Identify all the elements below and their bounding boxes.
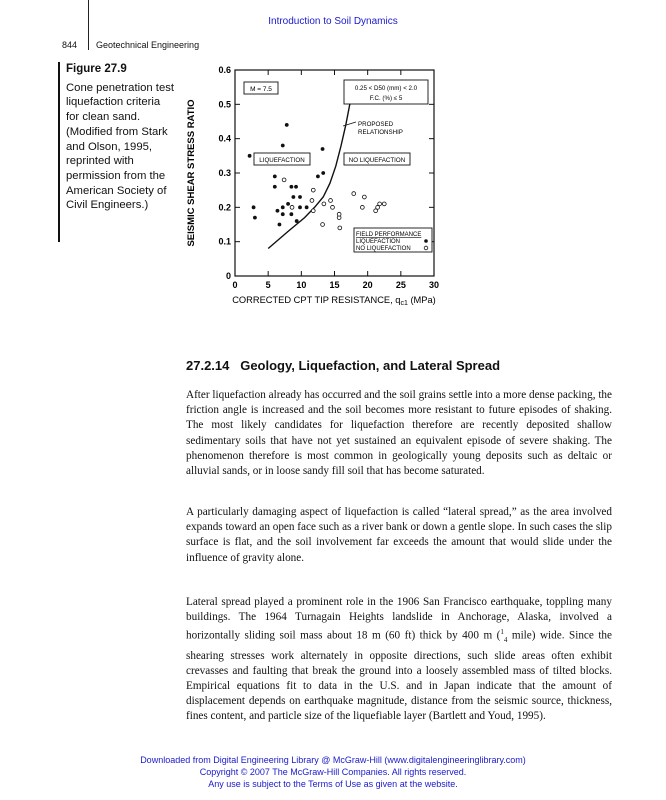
x-tick-label: 20 bbox=[362, 280, 373, 290]
paragraph-3 bbox=[186, 595, 612, 725]
y-tick-label: 0.6 bbox=[218, 65, 231, 75]
d50-line2: F.C. (%) ≤ 5 bbox=[369, 95, 403, 102]
y-tick-label: 0.3 bbox=[218, 168, 231, 178]
no-liquefaction-point bbox=[311, 209, 315, 213]
figure-label: Figure 27.9 bbox=[66, 63, 127, 75]
x-tick-label: 25 bbox=[395, 280, 406, 290]
liquefaction-point bbox=[291, 195, 295, 199]
no-liquefaction-point bbox=[352, 192, 356, 196]
chart-legend bbox=[354, 228, 432, 252]
x-tick-label: 0 bbox=[232, 280, 238, 290]
no-liquefaction-point bbox=[321, 223, 325, 227]
y-tick-label: 0 bbox=[225, 271, 231, 281]
page-number: 844 bbox=[62, 40, 78, 50]
y-tick-label: 0.2 bbox=[218, 202, 231, 213]
x-tick-label: 10 bbox=[296, 280, 307, 290]
fraction-denominator: 4 bbox=[503, 636, 508, 645]
y-axis-label: SEISMIC SHEAR STRESS RATIO bbox=[186, 99, 197, 247]
paragraph-3-start: Lateral spread played a prominent role in the 1906 San Francisco earthquake, toppling many buildings. The 1964 Turnagain Heights landslide in Anchorage, Alaska, involved a horizontally sliding soil mass about 18 m (60 ft) thick by 400 m ( bbox=[186, 596, 612, 643]
liquefaction-point bbox=[278, 223, 282, 227]
footer-download-link[interactable]: Downloaded from Digital Engineering Library @ McGraw-Hill (www.digitalengineeringlibrary.com) bbox=[140, 755, 526, 765]
proposed-leader bbox=[343, 122, 356, 126]
liquefaction-point bbox=[305, 205, 309, 209]
x-tick-label: 30 bbox=[428, 280, 440, 290]
magnitude-label: M = 7.5 bbox=[250, 86, 272, 93]
figure-caption bbox=[66, 62, 176, 213]
y-tick-label: 0.1 bbox=[218, 236, 231, 247]
liquefaction-point bbox=[321, 147, 325, 151]
x-axis-label-unit: (MPa) bbox=[407, 295, 436, 305]
section-title: Geology, Liquefaction, and Lateral Spread bbox=[240, 358, 501, 373]
no-liquefaction-point bbox=[360, 205, 364, 209]
liquefaction-point bbox=[285, 123, 289, 127]
no-liquefaction-point bbox=[382, 202, 386, 206]
figure-caption-text: Cone penetration test liquefaction criteria for clean sand. (Modified from Stark and Olson, 1995, reprinted with permission from the American Society of Civil Engineers.) bbox=[66, 81, 175, 212]
x-tick-label: 15 bbox=[329, 280, 340, 290]
no-liquefaction-point bbox=[362, 195, 366, 199]
footer-terms[interactable]: Any use is subject to the Terms of Use as given at the website. bbox=[208, 779, 458, 789]
liquefaction-point bbox=[252, 205, 256, 209]
legend-liquefaction: LIQUEFACTION bbox=[356, 239, 401, 245]
x-axis-label-sub: c1 bbox=[400, 300, 408, 307]
liquefaction-point bbox=[273, 175, 277, 179]
no-liquefaction-point bbox=[290, 205, 294, 209]
no-liquefaction-point bbox=[310, 199, 314, 203]
paragraph-1: After liquefaction already has occurred and the soil grains settle into a more dense packing, the friction angle is increased and the soil becomes more resistant to future episodes of shaking. The most likely candidates for liquefaction therefore are recently deposited shallow sedimentary soils that have not yet sustained an equivalent episode of severe shaking. The phenomenon therefore is most common in geologically young deposits such as deltaic or alluvial sands, or in loose sandy fill soil that has become saturated. bbox=[186, 389, 612, 478]
y-tick-label: 0.4 bbox=[218, 133, 231, 144]
no-liquefaction-point bbox=[282, 178, 286, 182]
running-title: Introduction to Soil Dynamics bbox=[268, 16, 398, 27]
x-axis-label-main: CORRECTED CPT TIP RESISTANCE, q bbox=[232, 295, 401, 305]
d50-line1: 0.25 < D50 (mm) < 2.0 bbox=[354, 85, 418, 92]
liquefaction-point bbox=[316, 175, 320, 179]
liquefaction-point bbox=[281, 212, 285, 216]
liquefaction-point bbox=[289, 212, 293, 216]
no-liquefaction-point bbox=[322, 202, 326, 206]
fraction-numerator: 1 bbox=[500, 628, 504, 637]
proposed-label: PROPOSED RELATIONSHIP bbox=[358, 121, 403, 136]
section-heading bbox=[186, 358, 500, 373]
liquefaction-region-label: LIQUEFACTION bbox=[259, 157, 305, 164]
book-title: Geotechnical Engineering bbox=[96, 40, 200, 50]
no-liquefaction-point bbox=[329, 199, 333, 203]
header-rule bbox=[88, 0, 89, 50]
no-liquefaction-point bbox=[338, 226, 342, 230]
liquefaction-point bbox=[298, 195, 302, 199]
liquefaction-point bbox=[298, 205, 302, 209]
footer-copyright: Copyright © 2007 The McGraw-Hill Companies. All rights reserved. bbox=[199, 767, 467, 777]
no-liquefaction-point bbox=[337, 212, 341, 216]
paragraph-3-end: mile) wide. Since the shearing stresses work alternately in opposite directions, such slide areas often exhibit crevasses and faulting that break the ground into a loosely assembled mass of tilted blocks. Empirical equations fit to data in the U.S. and in Japan indicate that the amount of displacement depends on earthquake magnitude, distance from the seismic source, thickness, fines content, and particle size of the liquefiable layer (Bartlett and Youd, 1995). bbox=[186, 630, 612, 723]
liquefaction-point bbox=[276, 209, 280, 213]
legend-title: FIELD PERFORMANCE bbox=[356, 232, 422, 238]
liquefaction-point bbox=[286, 202, 290, 206]
liquefaction-point bbox=[253, 216, 257, 220]
no-liquefaction-point bbox=[311, 188, 315, 192]
legend-no-liquefaction-marker bbox=[424, 246, 428, 250]
liquefaction-point bbox=[289, 185, 293, 189]
liquefaction-chart bbox=[180, 60, 456, 316]
liquefaction-point bbox=[281, 144, 285, 148]
data-points bbox=[248, 123, 386, 230]
y-tick-label: 0.5 bbox=[218, 99, 231, 110]
x-axis-label bbox=[232, 295, 436, 307]
liquefaction-point bbox=[294, 185, 298, 189]
liquefaction-point bbox=[321, 171, 325, 175]
section-number: 27.2.14 bbox=[186, 358, 230, 373]
paragraph-2: A particularly damaging aspect of liquefaction is called “lateral spread,” as the area involved expands toward an open face such as a river bank or down a gentle slope. In such cases the slip surface is flat, and the soil involvement far exceeds the amount that would slide under the influence of gravity alone. bbox=[186, 506, 612, 564]
legend-no-liquefaction: NO LIQUEFACTION bbox=[356, 246, 411, 252]
liquefaction-point bbox=[273, 185, 277, 189]
liquefaction-point bbox=[281, 205, 285, 209]
x-tick-label: 5 bbox=[265, 280, 271, 290]
caption-bar bbox=[58, 62, 60, 242]
no-liquefaction-region-label: NO LIQUEFACTION bbox=[348, 157, 406, 164]
liquefaction-point bbox=[295, 219, 299, 223]
liquefaction-point bbox=[248, 154, 252, 158]
no-liquefaction-point bbox=[376, 205, 380, 209]
legend-liquefaction-marker bbox=[424, 239, 428, 243]
no-liquefaction-point bbox=[331, 205, 335, 209]
